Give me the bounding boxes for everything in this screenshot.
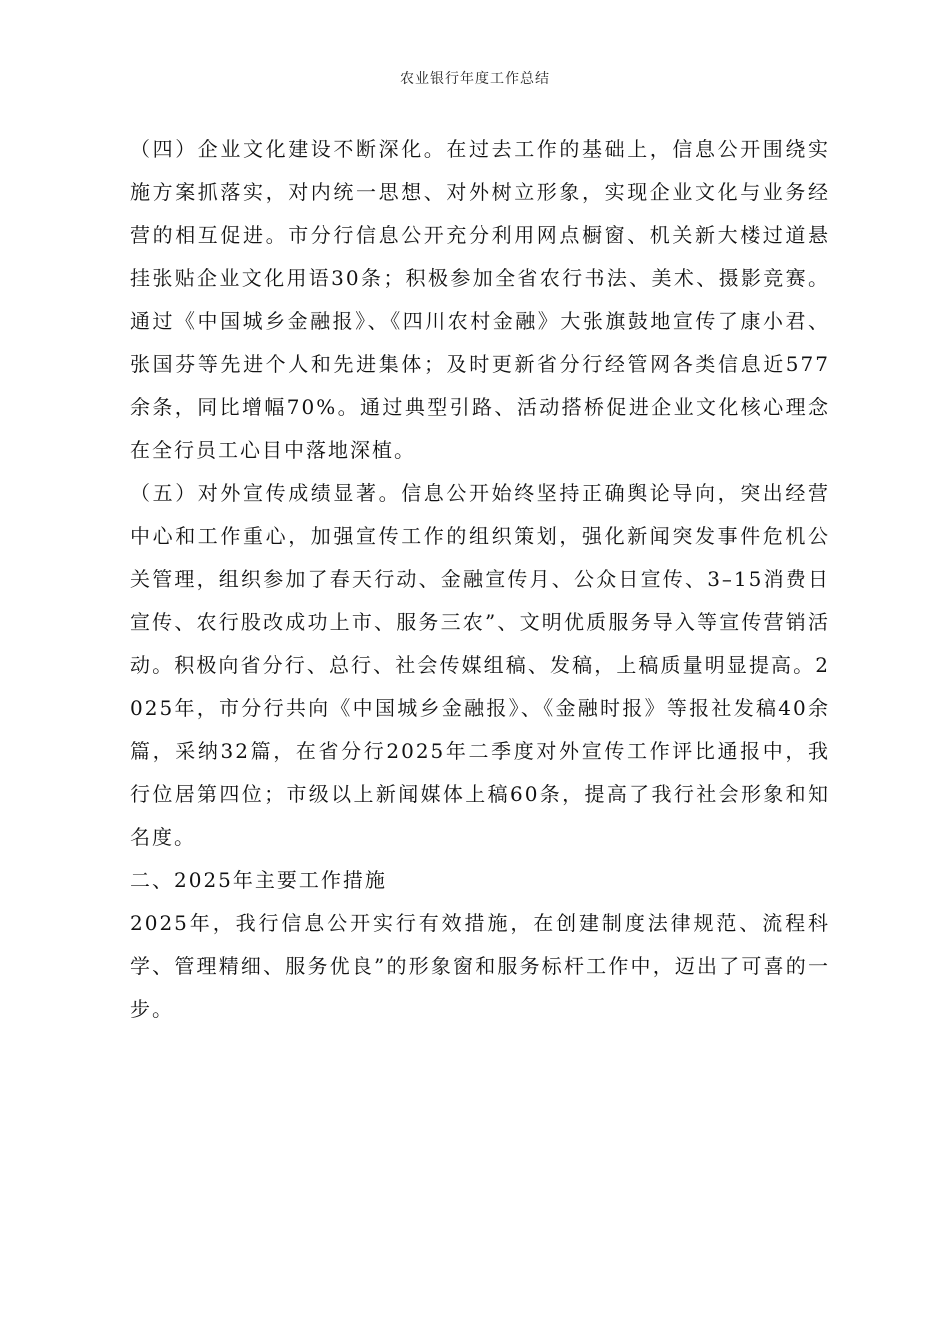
- paragraph-external-publicity: （五）对外宣传成绩显著。信息公开始终坚持正确舆论导向，突出经营中心和工作重心，加强宣传工作的组织策划，强化新闻突发事件危机公关管理，组织参加了春天行动、金融宣传月、公众日宣传、3–15消费日宣传、农行股改成功上市、服务三农”、文明优质服务导入等宣传营销活动。积极向省分行、总行、社会传媒组稿、发稿，上稿质量明显提高。2025年，市分行共向《中国城乡金融报》、《金融时报》等报社发稿40余篇，采纳32篇，在省分行2025年二季度对外宣传工作评比通报中，我行位居第四位；市级以上新闻媒体上稿60条，提高了我行社会形象和知名度。: [130, 481, 830, 849]
- page-header: 农业银行年度工作总结: [400, 71, 550, 87]
- section-heading: 二、2025年主要工作措施: [130, 868, 387, 892]
- paragraph-enterprise-culture: （四）企业文化建设不断深化。在过去工作的基础上，信息公开围绕实施方案抓落实，对内统一思想、对外树立形象，实现企业文化与业务经营的相互促进。市分行信息公开充分利用网点橱窗、机关新大楼过道悬挂张贴企业文化用语30条；积极参加全省农行书法、美术、摄影竞赛。通过《中国城乡金融报》、《四川农村金融》大张旗鼓地宣传了康小君、张国芬等先进个人和先进集体；及时更新省分行经管网各类信息近577余条，同比增幅70%。通过典型引路、活动搭桥促进企业文化核心理念在全行员工心目中落地深植。: [130, 137, 830, 462]
- document-body: [130, 128, 830, 1031]
- paragraph-work-measures: 2025年，我行信息公开实行有效措施，在创建制度法律规范、流程科学、管理精细、服务优良”的形象窗和服务标杆工作中，迈出了可喜的一步。: [130, 911, 830, 1021]
